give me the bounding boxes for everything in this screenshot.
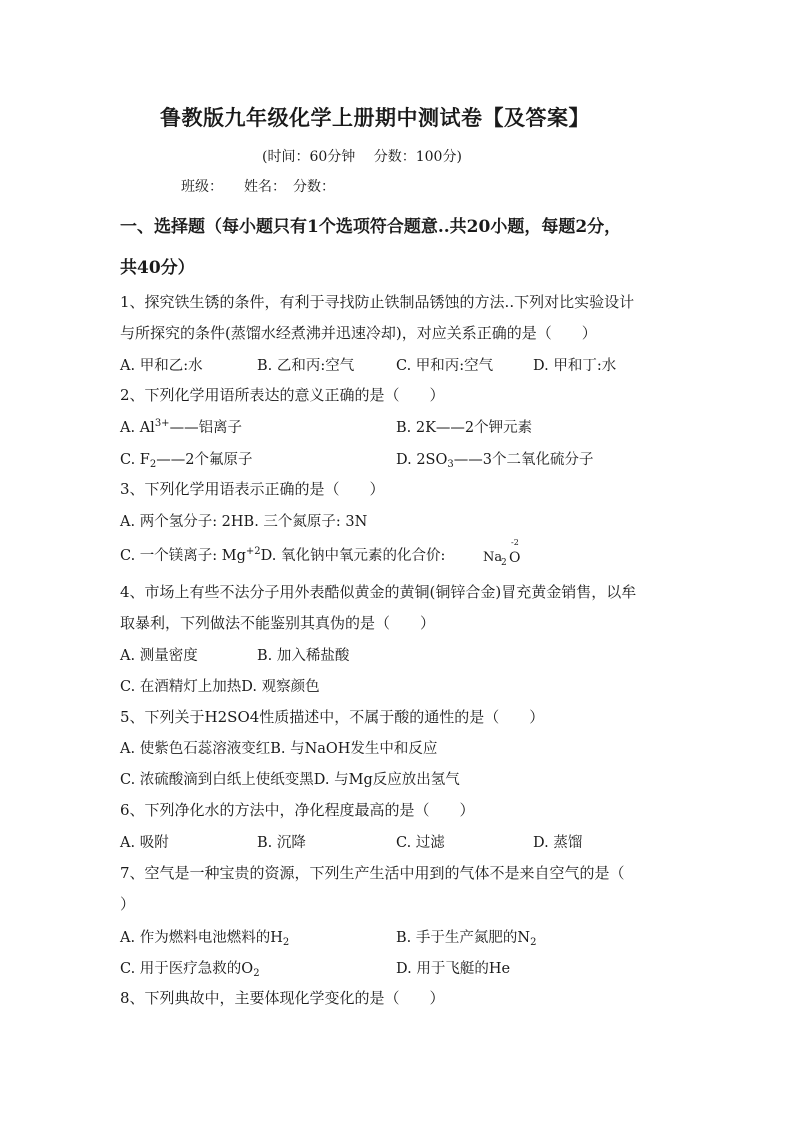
- class-name-score-line: 班级： 姓名： 分数：: [181, 179, 335, 195]
- page-title: 鲁教版九年级化学上册期中测试卷【及答案】: [160, 105, 590, 130]
- section-heading-line1: 一、选择题（每小题只有1个选项符合题意..共20小题，每题2分，: [120, 217, 622, 237]
- question-1-line2: 与所探究的条件(蒸馏水经煮沸并迅速冷却)，对应关系正确的是（ ）: [120, 324, 597, 342]
- question-8-stem: 8、下列典故中，主要体现化学变化的是（ ）: [120, 989, 445, 1007]
- question-2-stem: 2、下列化学用语所表达的意义正确的是（ ）: [120, 386, 445, 404]
- q7-option-d: D. 用于飞艇的He: [396, 961, 511, 977]
- q5-options-ab: A. 使紫色石蕊溶液变红B. 与NaOH发生中和反应: [120, 741, 438, 757]
- sodium-oxide-valence-formula: Na 2 O -2: [483, 538, 521, 568]
- q2-option-d: D. $2SO_3——3$个二氧化硫分子: [396, 452, 594, 470]
- q6-option-b: B. 沉降: [257, 835, 306, 851]
- q7-option-a: A. 作为燃料电池燃料的$H_2$: [120, 930, 290, 948]
- q1-option-c: C. 甲和丙:空气: [396, 358, 494, 374]
- question-6-stem: 6、下列净化水的方法中，净化程度最高的是（ ）: [120, 801, 475, 819]
- valence-label: -2: [511, 538, 519, 547]
- question-4-line2: 取暴利，下列做法不能鉴别其真伪的是（ ）: [120, 614, 436, 632]
- question-1-line1: 1、探究铁生锈的条件，有利于寻找防止铁制品锈蚀的方法..下列对比实验设计: [120, 293, 635, 311]
- q6-option-d: D. 蒸馏: [533, 835, 583, 851]
- section-heading-line2: 共40分）: [120, 258, 195, 278]
- q7-option-b: B. 手于生产氮肥的$N_2$: [396, 930, 537, 948]
- question-7-line1: 7、空气是一种宝贵的资源，下列生产生活中用到的气体不是来自空气的是（: [120, 864, 625, 882]
- q5-options-cd: C. 浓硫酸滴到白纸上使纸变黑D. 与Mg反应放出氢气: [120, 772, 460, 788]
- question-5-stem: 5、下列关于H2SO4性质描述中，不属于酸的通性的是（ ）: [120, 708, 545, 726]
- q1-option-d: D. 甲和丁:水: [533, 358, 617, 374]
- q2-option-a: A. $Al^{3+}——$铝离子: [120, 418, 243, 436]
- q2-option-b: B. 2K——2个钾元素: [396, 420, 533, 436]
- question-4-line1: 4、市场上有些不法分子用外表酷似黄金的黄铜(铜锌合金)冒充黄金销售，以牟: [120, 583, 637, 601]
- q3-options-cd: C. 一个镁离子: $Mg^{+2}D$. 氧化钠中氧元素的化合价:: [120, 546, 446, 564]
- q2-option-c: C. $F_2——2$个氟原子: [120, 452, 253, 470]
- q1-option-a: A. 甲和乙:水: [120, 358, 203, 374]
- q7-option-c: C. 用于医疗急救的$O_2$: [120, 961, 260, 979]
- q4-options-cd: C. 在酒精灯上加热D. 观察颜色: [120, 679, 320, 695]
- q6-option-a: A. 吸附: [120, 835, 169, 851]
- time-score-line: (时间：60分钟 分数：100分): [262, 149, 462, 165]
- q1-option-b: B. 乙和丙:空气: [257, 358, 355, 374]
- q4-option-b: B. 加入稀盐酸: [257, 648, 350, 664]
- q6-option-c: C. 过滤: [396, 835, 445, 851]
- q4-option-a: A. 测量密度: [120, 648, 198, 664]
- question-7-line2: ）: [120, 895, 136, 913]
- question-3-stem: 3、下列化学用语表示正确的是（ ）: [120, 480, 385, 498]
- q3-options-ab: A. 两个氢分子: 2HB. 三个氮原子: 3N: [120, 514, 368, 530]
